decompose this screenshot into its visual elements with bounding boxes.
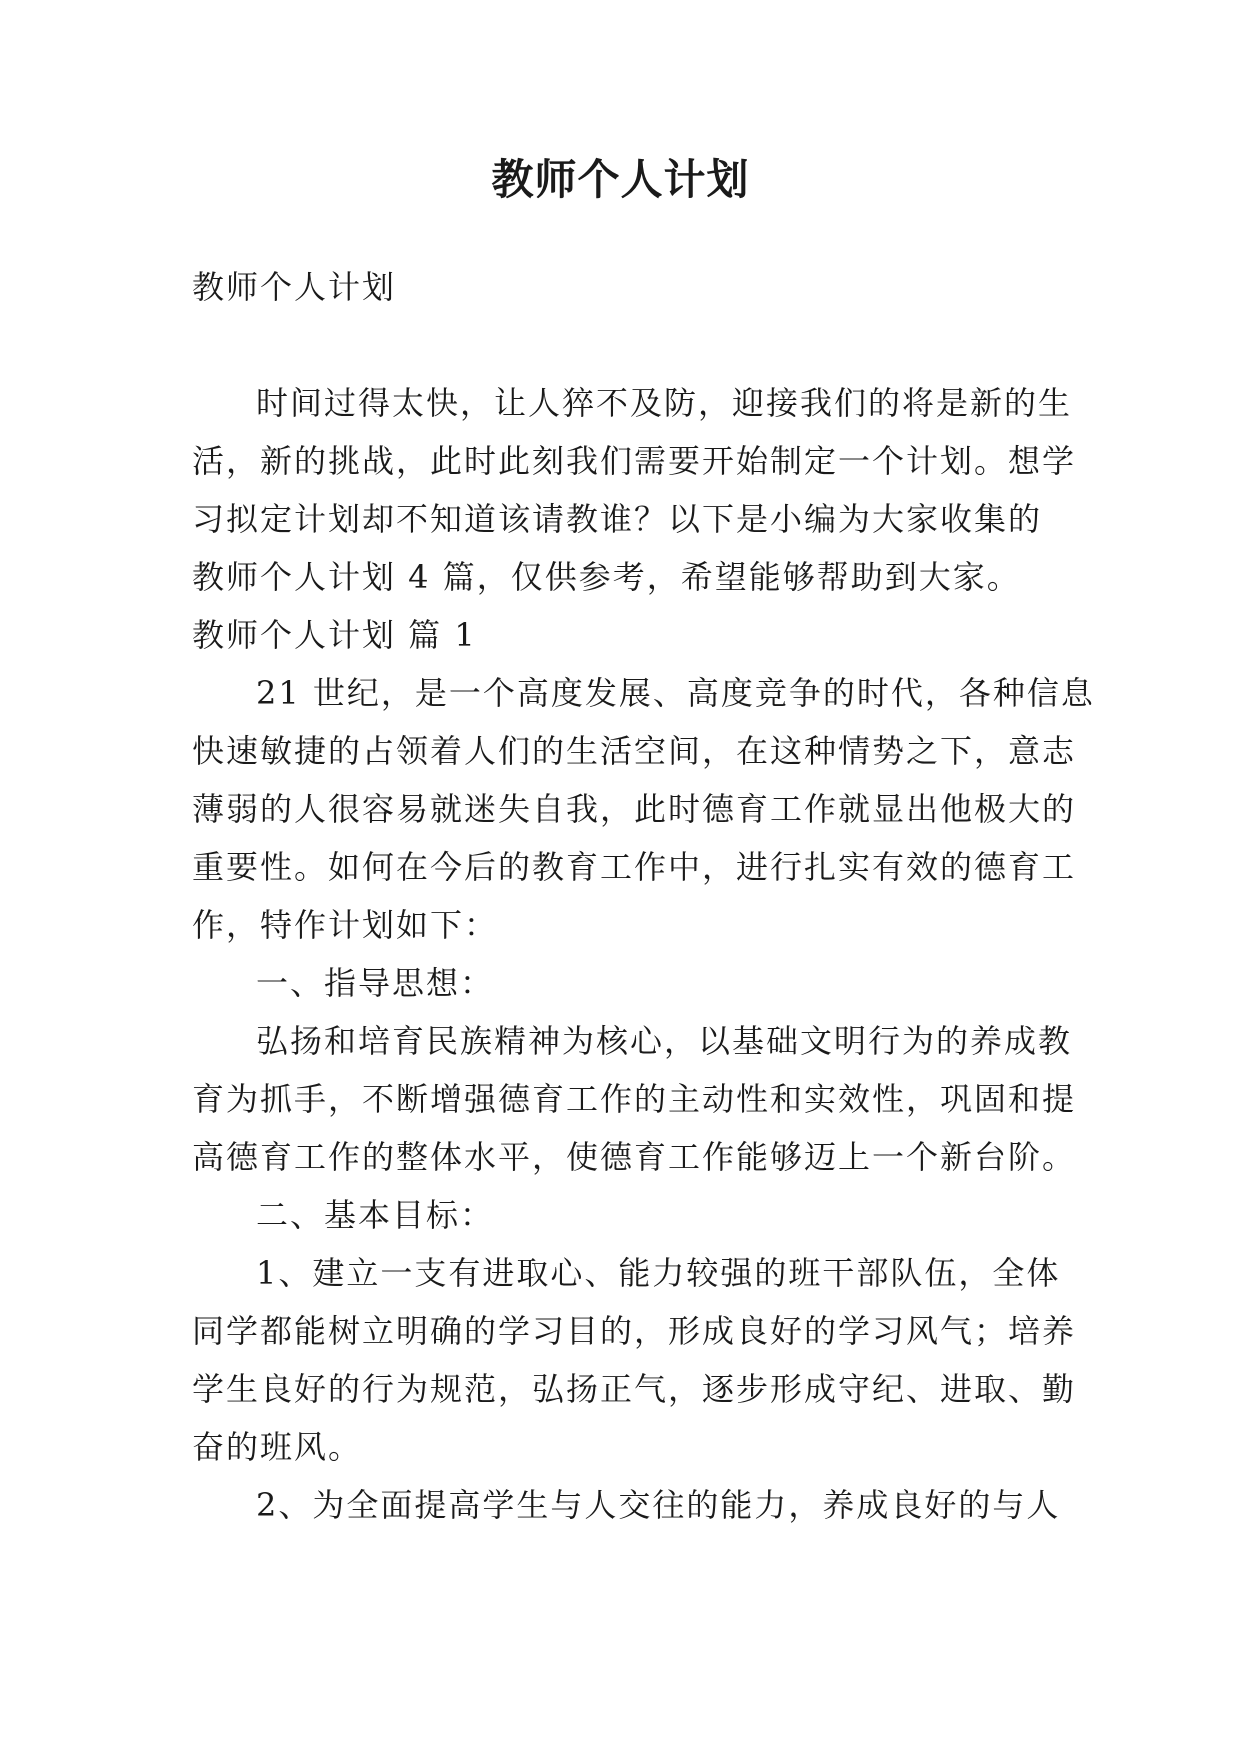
text-line: 弘扬和培育民族精神为核心，以基础文明行为的养成教 [256, 1022, 1073, 1060]
text-line: 育为抓手，不断增强德育工作的主动性和实效性，巩固和提 [192, 1080, 1077, 1118]
text-line: 一、指导思想： [256, 964, 495, 1002]
text-line: 时间过得太快，让人猝不及防，迎接我们的将是新的生 [256, 384, 1073, 422]
text-line: 2、为全面提高学生与人交往的能力，养成良好的与人 [256, 1486, 1061, 1524]
text-line: 快速敏捷的占领着人们的生活空间，在这种情势之下，意志 [192, 732, 1077, 770]
document-body [192, 258, 1095, 1534]
text-line: 二、基本目标： [256, 1196, 495, 1234]
document-title: 教师个人计划 [491, 155, 750, 204]
text-line: 21 世纪，是一个高度发展、高度竞争的时代，各种信息 [256, 674, 1095, 712]
text-line: 高德育工作的整体水平，使德育工作能够迈上一个新台阶。 [192, 1138, 1077, 1176]
text-line: 活，新的挑战，此时此刻我们需要开始制定一个计划。想学 [192, 442, 1077, 480]
text-line: 奋的班风。 [192, 1428, 363, 1466]
text-line: 薄弱的人很容易就迷失自我，此时德育工作就显出他极大的 [192, 790, 1077, 828]
text-line: 作，特作计划如下： [192, 906, 499, 944]
text-line: 重要性。如何在今后的教育工作中，进行扎实有效的德育工 [192, 848, 1077, 886]
text-line: 学生良好的行为规范，弘扬正气，逐步形成守纪、进取、勤 [192, 1370, 1077, 1408]
document-subtitle: 教师个人计划 [192, 268, 397, 306]
paragraph-container [192, 316, 1095, 1534]
text-line: 1、建立一支有进取心、能力较强的班干部队伍，全体 [256, 1254, 1061, 1292]
paragraph-gap [192, 316, 1060, 374]
text-line: 同学都能树立明确的学习目的，形成良好的学习风气；培养 [192, 1312, 1077, 1350]
text-line: 教师个人计划 篇 1 [192, 616, 477, 654]
text-line: 教师个人计划 4 篇，仅供参考，希望能够帮助到大家。 [192, 558, 1021, 596]
text-line: 习拟定计划却不知道该请教谁？以下是小编为大家收集的 [192, 500, 1043, 538]
